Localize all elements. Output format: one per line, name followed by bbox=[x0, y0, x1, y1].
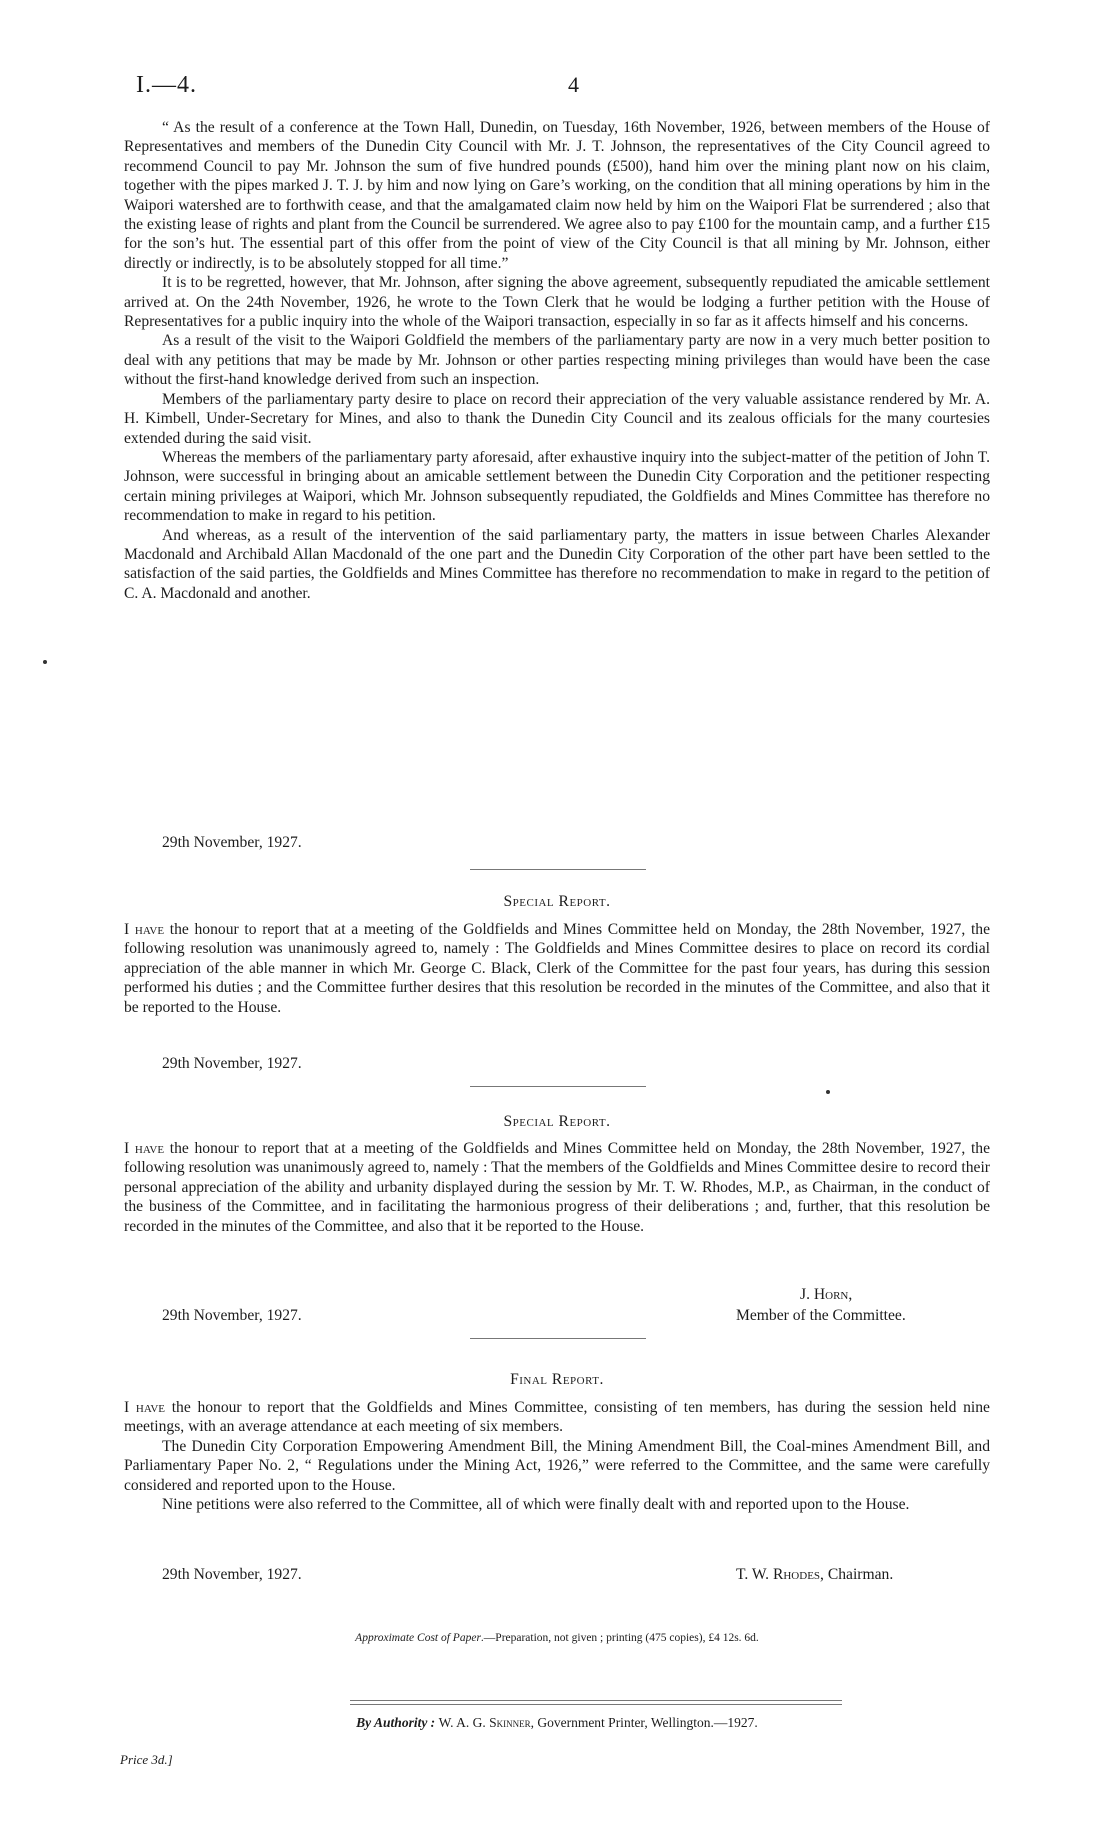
speck-mark bbox=[826, 1090, 830, 1094]
special-report-2-heading: Special Report. bbox=[503, 1113, 611, 1130]
price-label: Price 3d.] bbox=[120, 1752, 173, 1767]
section-divider bbox=[470, 1338, 646, 1339]
approximate-cost-line: Approximate Cost of Paper.—Preparation, not given ; printing (475 copies), £4 12s. 6d. bbox=[355, 1632, 759, 1644]
footer-rule-top bbox=[350, 1700, 842, 1701]
appreciation-paragraph: Members of the parliamentary party desire to place on record their appreciation of the very valuable assistance rendered by Mr. A. H. Kimbell, Under-Secretary for Mines, and also to thank the Dunedin City Council and its zealous officials for the many courtesies extended during the said visit. bbox=[124, 390, 990, 447]
quoted-agreement-paragraph: “ As the result of a conference at the Town Hall, Dunedin, on Tuesday, 16th November, 1926, between members of the House of Representatives and members of the Dunedin City Council with Mr. J. T. Johnson, the representatives of the City Council agreed to recommend Council to pay Mr. Johnson the sum of five hundred pounds (£500), hand him over the mining plant now on his claim, together with the pipes marked J. T. J. by him and now lying on Gare’s working, on the condition that all mining operations by him in the Waipori watershed are to forthwith cease, and that the amalgamated claim now held by him on the Waipori Flat be surrendered ; also that the existing lease of rights and plant from the Council be surrendered. We agree also to pay £100 for the mountain camp, and a further £15 for the son’s hut. The essential part of this offer from the point of view of the City Council is that all mining by Mr. Johnson, either directly or indirectly, is to be absolutely stopped for all time.” bbox=[124, 119, 990, 272]
visit-paragraph: As a result of the visit to the Waipori Goldfield the members of the parliamentary party are now in a very much better position to deal with any petitions that may be made by Mr. Johnson or other parties respecting mining privileges than would have been the case without the first-hand knowledge derived from such an inspection. bbox=[124, 332, 990, 389]
johnson-petition-paragraph: Whereas the members of the parliamentary party aforesaid, after exhaustive inquiry into the subject-matter of the petition of John T. Johnson, were successful in bringing about an amicable settlement between the Dunedin City Corporation and the petitioner respecting certain mining privileges at Waipori, which Mr. Johnson subsequently repudiated, the Goldfields and Mines Committee has therefore no recommendation to make in regard to his petition. bbox=[124, 448, 990, 525]
special-report-1 bbox=[124, 920, 990, 1017]
intro-date: 29th November, 1927. bbox=[162, 834, 302, 851]
intro-section bbox=[124, 118, 990, 603]
final-report bbox=[124, 1398, 990, 1514]
macdonald-petition-paragraph: And whereas, as a result of the intervention of the said parliamentary party, the matters in issue between Charles Alexander Macdonald and Archibald Allan Macdonald of the one part and the Dunedin City Corporation of the other part have been settled to the satisfaction of the said parties, the Goldfields and Mines Committee has therefore no recommendation to make in regard to the petition of C. A. Macdonald and another. bbox=[124, 526, 990, 602]
signatory-title: Member of the Committee. bbox=[736, 1307, 906, 1324]
final-report-paragraph-2: The Dunedin City Corporation Empowering Amendment Bill, the Mining Amendment Bill, the Coal-mines Amendment Bill, and Parliamentary Paper No. 2, “ Regulations under the Mining Act, 1926,” were referred to the Committee, and the same were carefully considered and reported upon to the House. bbox=[124, 1437, 990, 1494]
final-report-paragraph-1: I have the honour to report that the Goldfields and Mines Committee, consisting of ten members, has during the session held nine meetings, with an average attendance at each meeting of six members. bbox=[124, 1399, 990, 1436]
margin-speck bbox=[43, 660, 47, 664]
page-number: 4 bbox=[568, 72, 579, 97]
final-report-heading: Final Report. bbox=[510, 1371, 604, 1388]
section-divider bbox=[470, 1086, 646, 1087]
chairman-signature: T. W. Rhodes, Chairman. bbox=[736, 1566, 894, 1583]
repudiation-paragraph: It is to be regretted, however, that Mr. Johnson, after signing the above agreement, subsequently repudiated the amicable settlement arrived at. On the 24th November, 1926, he wrote to the Town Clerk that he would be lodging a further petition with the House of Representatives for a public inquiry into the whole of the Waipori transaction, especially in so far as it affects himself and his concerns. bbox=[124, 274, 990, 331]
footer-rule-bottom bbox=[350, 1704, 842, 1705]
paper-reference: I.—4. bbox=[136, 72, 197, 98]
authority-line: By Authority : W. A. G. Skinner, Government Printer, Wellington.—1927. bbox=[356, 1715, 758, 1730]
special-report-1-body: I have the honour to report that at a meeting of the Goldfields and Mines Committee held on Monday, the 28th November, 1927, the following resolution was unanimously agreed to, namely : The Goldfields and Mines Committee desires to place on record its cordial appreciation of the able manner in which Mr. George C. Black, Clerk of the Committee for the past four years, has during this session performed his duties ; and the Committee further desires that this resolution be recorded in the minutes of the Committee, and also that it be reported to the House. bbox=[124, 921, 990, 1016]
special-report-1-date: 29th November, 1927. bbox=[162, 1055, 302, 1072]
special-report-2-body: I have the honour to report that at a meeting of the Goldfields and Mines Committee held on Monday, the 28th November, 1927, the following resolution was unanimously agreed to, namely : That the members of the Goldfields and Mines Committee desire to record their personal appreciation of the ability and urbanity displayed during the session by Mr. T. W. Rhodes, M.P., as Chairman, in the conduct of the business of the Committee, and in facilitating the harmonious progress of their deliberations ; and, further, that this resolution be recorded in the minutes of the Committee, and also that it be reported to the House. bbox=[124, 1140, 990, 1235]
section-divider bbox=[470, 869, 646, 870]
special-report-1-heading: Special Report. bbox=[503, 893, 611, 910]
special-report-2 bbox=[124, 1139, 990, 1236]
final-report-paragraph-3: Nine petitions were also referred to the Committee, all of which were finally dealt with and reported upon to the House. bbox=[162, 1496, 910, 1514]
final-report-date: 29th November, 1927. bbox=[162, 1566, 302, 1583]
signatory-name: J. Horn, bbox=[800, 1286, 853, 1303]
special-report-2-date: 29th November, 1927. bbox=[162, 1307, 302, 1324]
